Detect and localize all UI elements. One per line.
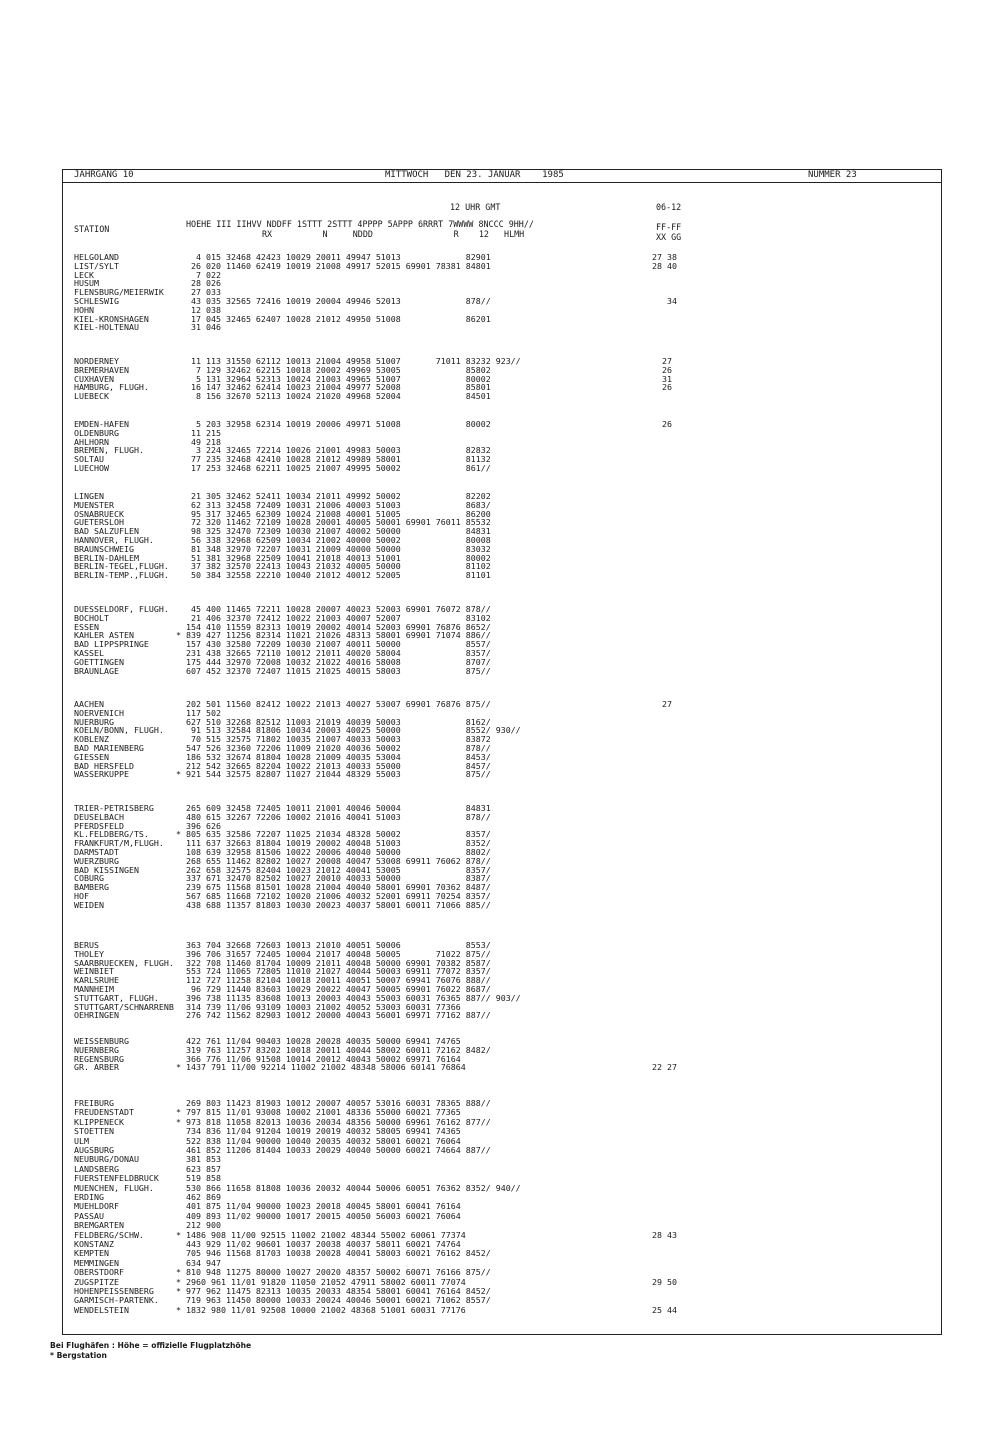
station-name: HOF	[74, 891, 89, 901]
ff-gust-values: 27	[652, 699, 672, 709]
observation-values: 51 381 32968 22509 10041 21018 40013 51001 80002	[186, 552, 491, 563]
observation-values: 519 858	[186, 1173, 221, 1184]
footnote-mountain: * Bergstation	[50, 1351, 107, 1360]
observation-values: 21 406 32370 72412 10022 21003 40007 52007 83102	[186, 612, 491, 623]
station-name: KONSTANZ	[74, 1239, 114, 1249]
station-name: WEIDEN	[74, 899, 104, 910]
observation-values: 810 948 11275 80000 10027 20020 48357 50002 60071 76166 875//	[186, 1267, 491, 1278]
station-name: LUEBECK	[74, 391, 109, 402]
station-name: BREMEN, FLUGH.	[74, 445, 144, 456]
observation-values: 627 510 32268 82512 11003 21019 40039 50003 8162/	[186, 716, 491, 727]
station-name: FELDBERG/SCHW.	[74, 1229, 144, 1240]
mountain-station-marker: *	[176, 829, 181, 840]
station-name: HANNOVER, FLUGH.	[74, 535, 154, 545]
observation-values: 977 962 11475 82313 10035 20033 48354 58001 60041 76164 8452/	[186, 1286, 491, 1296]
station-name: BRAUNLAGE	[74, 665, 119, 676]
observation-values: 202 501 11560 82412 10022 21013 40027 53007 69901 76876 875//	[186, 699, 491, 709]
mountain-station-marker: *	[176, 1304, 181, 1315]
station-name: FLENSBURG/MEIERWIK	[74, 287, 164, 298]
station-name: BERLIN-TEGEL,FLUGH.	[74, 561, 169, 572]
mountain-station-marker: *	[176, 1107, 181, 1118]
station-name: NEUBURG/DONAU	[74, 1154, 139, 1165]
station-name: PASSAU	[74, 1210, 104, 1221]
station-name: HUSUM	[74, 278, 99, 289]
column-header-line2: RX N NDDD R 12 HLMH	[262, 229, 525, 239]
station-name: NUERNBERG	[74, 1044, 119, 1055]
ff-gust-values: 28 43	[652, 1229, 677, 1240]
ff-time-label: 06-12	[656, 202, 682, 212]
observation-values: 50 384 32558 22210 10040 21012 40012 52005 81101	[186, 570, 491, 581]
mountain-station-marker: *	[176, 1062, 181, 1073]
observation-values: 17 045 32465 62407 10028 21012 49950 51008 86201	[186, 313, 491, 324]
station-name: ESSEN	[74, 621, 99, 632]
station-name: AACHEN	[74, 699, 104, 709]
observation-values: 607 452 32370 72407 11015 21025 40015 58003 875//	[186, 665, 491, 676]
observation-values: 27 033	[186, 287, 221, 298]
station-name: KOELN/BONN, FLUGH.	[74, 725, 164, 736]
observation-values: 11 215	[186, 427, 221, 438]
station-name: BAD KISSINGEN	[74, 864, 139, 875]
station-name: KASSEL	[74, 648, 104, 658]
station-name: STUTTGART/SCHNARRENB	[74, 1001, 174, 1012]
observation-values: 462 869	[186, 1192, 221, 1202]
observation-values: 62 313 32458 72409 10031 21006 40003 51003 8683/	[186, 499, 491, 510]
observation-values: 443 929 11/02 90601 10037 20038 40037 58011 60021 74764	[186, 1239, 461, 1249]
station-name: NOERVENICH	[74, 707, 124, 718]
station-name: LIST/SYLT	[74, 260, 119, 271]
observation-values: 4 015 32468 42423 10029 20011 49947 51013 82901	[186, 252, 491, 262]
observation-values: 319 763 11257 83202 10018 20011 40044 58002 60011 72162 8482/	[186, 1044, 491, 1055]
station-name: BAMBERG	[74, 882, 109, 893]
station-name: MEMMINGEN	[74, 1257, 119, 1268]
mountain-station-marker: *	[176, 1267, 181, 1278]
station-name: KIEL-HOLTENAU	[74, 322, 139, 333]
observation-values: 11 113 31550 62112 10013 21004 49958 51007 71011 83232 923//	[186, 356, 521, 366]
station-name: BOCHOLT	[74, 612, 109, 623]
observation-values: 634 947	[186, 1257, 221, 1268]
observation-values: 839 427 11256 82314 11021 21026 48313 58001 69901 71074 886//	[186, 630, 491, 641]
station-name: FREUDENSTADT	[74, 1107, 134, 1118]
station-name: KOBLENZ	[74, 734, 109, 745]
station-name: OLDENBURG	[74, 427, 119, 438]
station-name: NUERBURG	[74, 716, 114, 727]
station-name: MANNHEIM	[74, 984, 114, 994]
mountain-station-marker: *	[176, 1116, 181, 1127]
observation-values: 43 035 32565 72416 10019 20004 49946 52013 878//	[186, 296, 491, 306]
observation-values: 530 866 11658 81808 10036 20032 40044 50006 60051 76362 8352/ 940//	[186, 1182, 521, 1193]
station-name: WUERZBURG	[74, 855, 119, 866]
station-name: KIEL-KRONSHAGEN	[74, 313, 149, 324]
station-name: GIESSEN	[74, 751, 109, 762]
station-name: BAD SALZUFLEN	[74, 526, 139, 537]
ff-gust-values: 31	[652, 373, 672, 384]
observation-values: 212 542 32665 82204 10022 21013 40033 55000 8457/	[186, 760, 491, 771]
ff-gust-values: 27 38	[652, 252, 677, 262]
station-name: BAD MARIENBERG	[74, 743, 144, 753]
station-name: ZUGSPITZE	[74, 1276, 119, 1287]
observation-values: 461 852 11206 81404 10033 20029 40040 50000 60021 74664 887//	[186, 1145, 491, 1155]
station-name: EMDEN-HAFEN	[74, 419, 129, 429]
station-name: THOLEY	[74, 948, 104, 959]
observation-values: 719 963 11450 80000 10033 20024 40046 50001 60021 71062 8557/	[186, 1295, 491, 1306]
station-name: KEMPTEN	[74, 1248, 109, 1259]
observation-values: 381 853	[186, 1154, 221, 1165]
observation-values: 5 131 32964 52313 10024 21003 49965 51007 80002	[186, 373, 491, 384]
observation-values: 7 022	[186, 269, 221, 280]
station-name: GOETTINGEN	[74, 656, 124, 667]
observation-values: 72 320 11462 72109 10028 20001 40005 50001 69901 76011 85532	[186, 517, 491, 528]
observation-values: 231 438 32665 72110 10012 21011 40020 58004 8357/	[186, 648, 491, 658]
station-name: LINGEN	[74, 491, 104, 501]
observation-values: 262 658 32575 82404 10023 21012 40041 53005 8357/	[186, 864, 491, 875]
station-name: ERDING	[74, 1192, 104, 1202]
station-name: BAD LIPPSPRINGE	[74, 639, 149, 650]
observation-values: 31 046	[186, 322, 221, 333]
observation-values: 409 893 11/02 90000 10017 20015 40050 56003 60021 76064	[186, 1210, 461, 1221]
observation-values: 276 742 11562 82903 10012 20000 40043 56001 69971 77162 887//	[186, 1010, 491, 1021]
observation-values: 45 400 11465 72211 10028 20007 40023 52003 69901 76072 878//	[186, 604, 491, 614]
observation-values: 175 444 32970 72008 10032 21022 40016 58008 8707/	[186, 656, 491, 667]
station-name: COBURG	[74, 873, 104, 884]
ff-gust-values: 34	[652, 296, 677, 306]
station-name: AHLHORN	[74, 436, 109, 447]
observation-values: 12 038	[186, 304, 221, 315]
ff-header-2: XX GG	[656, 232, 682, 242]
observation-values: 422 761 11/04 90403 10028 20028 40035 50000 69941 74765	[186, 1036, 461, 1046]
station-name: KAHLER ASTEN	[74, 630, 134, 641]
station-name: DUESSELDORF, FLUGH.	[74, 604, 169, 614]
station-name: FRANKFURT/M,FLUGH.	[74, 838, 164, 849]
observation-values: 805 635 32586 72207 11025 21034 48328 50002 8357/	[186, 829, 491, 840]
observation-values: 37 382 32570 22413 10043 21032 40005 50000 81102	[186, 561, 491, 572]
station-name: HOHENPEISSENBERG	[74, 1286, 154, 1296]
station-name: DEUSELBACH	[74, 811, 124, 822]
station-name: AUGSBURG	[74, 1145, 114, 1155]
observation-values: 70 515 32575 71802 10035 21007 40033 50003 83872	[186, 734, 491, 745]
ff-gust-values: 27	[652, 356, 672, 366]
station-name: KARLSRUHE	[74, 975, 119, 986]
observation-values: 108 639 32958 81506 10022 20006 40040 50000 8802/	[186, 847, 491, 857]
station-name: MUEHLDORF	[74, 1201, 119, 1212]
observation-values: 2960 961 11/01 91820 11050 21052 47911 58002 60011 77074	[186, 1276, 466, 1287]
observation-values: 95 317 32465 62309 10024 21008 40001 51005 86200	[186, 508, 491, 519]
observation-values: 49 218	[186, 436, 221, 447]
mountain-station-marker: *	[176, 1229, 181, 1240]
observation-values: 239 675 11568 81501 10028 21004 40040 58001 69901 70362 8487/	[186, 882, 491, 893]
observation-values: 186 532 32674 81804 10028 21009 40035 53004 8453/	[186, 751, 491, 762]
observation-values: 56 338 32968 62509 10034 21002 40000 50002 80008	[186, 535, 491, 545]
observation-values: 81 348 32970 72207 10031 21009 40000 50000 83032	[186, 543, 491, 554]
station-name: MUENCHEN, FLUGH.	[74, 1182, 154, 1193]
observation-values: 705 946 11568 81703 10038 20028 40041 58003 60021 76162 8452/	[186, 1248, 491, 1259]
observation-values: 921 544 32575 82807 11027 21044 48329 55003 875//	[186, 769, 491, 780]
ff-gust-values: 29 50	[652, 1276, 677, 1287]
station-name: TRIER-PETRISBERG	[74, 803, 154, 813]
station-name: NORDERNEY	[74, 356, 119, 366]
observation-values: 401 875 11/04 90000 10023 20018 40045 58001 60041 76164	[186, 1201, 461, 1212]
observation-values: 396 626	[186, 820, 221, 831]
station-name: OBERSTDORF	[74, 1267, 124, 1278]
observation-values: 623 857	[186, 1163, 221, 1174]
column-header-line1: HOEHE III IIHVV NDDFF 1STTT 2STTT 4PPPP 5APPP 6RRRT 7WWWW 8NCCC 9HH//	[186, 219, 534, 229]
observation-values: 26 020 11460 62419 10019 21008 49917 52015 69901 78381 84801	[186, 260, 491, 271]
observation-values: 212 900	[186, 1220, 221, 1231]
station-name: BERLIN-DAHLEM	[74, 552, 139, 563]
station-name: BERLIN-TEMP.,FLUGH.	[74, 570, 169, 581]
station-name: MUENSTER	[74, 499, 114, 510]
mountain-station-marker: *	[176, 630, 181, 641]
observation-values: 269 803 11423 81903 10012 20007 40057 53016 60031 78365 888//	[186, 1098, 491, 1108]
nummer-label: NUMMER 23	[808, 170, 857, 180]
station-name: BREMGARTEN	[74, 1220, 124, 1231]
station-name: GARMISCH-PARTENK.	[74, 1295, 159, 1306]
station-name: KL.FELDBERG/TS.	[74, 829, 149, 840]
jahrgang-label: JAHRGANG 10	[74, 170, 134, 180]
observation-values: 3 224 32465 72214 10026 21001 49983 50003 82832	[186, 445, 491, 456]
observation-values: 268 655 11462 82802 10027 20008 40047 53008 69911 76062 878//	[186, 855, 491, 866]
observation-values: 8 156 32670 52113 10024 21020 49968 52004 84501	[186, 391, 491, 402]
observation-values: 396 706 31657 72405 10004 21017 40048 50005 71022 875//	[186, 948, 491, 959]
mountain-station-marker: *	[176, 1286, 181, 1296]
footnote-airports: Bei Flughäfen : Höhe = offizielle Flugplatzhöhe	[50, 1341, 252, 1350]
station-name: LECK	[74, 269, 94, 280]
observation-values: 5 203 32958 62314 10019 20006 49971 51008 80002	[186, 419, 491, 429]
observation-values: 117 502	[186, 707, 221, 718]
observation-values: 28 026	[186, 278, 221, 289]
date-label: MITTWOCH DEN 23. JANUAR 1985	[385, 170, 564, 180]
observation-values: 91 513 32584 81806 10034 20003 40025 50000 8552/ 930//	[186, 725, 521, 736]
observation-values: 1437 791 11/00 92214 11002 21002 48348 58006 60141 76864	[186, 1062, 466, 1073]
observation-values: 111 637 32663 81804 10019 20002 40048 51003 8352/	[186, 838, 491, 849]
station-name: KLIPPENECK	[74, 1116, 124, 1127]
station-name: CUXHAVEN	[74, 373, 114, 384]
observation-values: 1832 980 11/01 92508 10000 21002 48368 51001 60031 77176	[186, 1304, 466, 1315]
observation-values: 154 410 11559 82313 10019 20002 40014 52003 69901 76876 8652/	[186, 621, 491, 632]
station-name: PFERDSFELD	[74, 820, 124, 831]
station-name: REGENSBURG	[74, 1053, 124, 1064]
observation-values: 322 708 11460 81704 10009 21011 40048 50000 69901 70382 8587/	[186, 957, 491, 968]
station-name: FREIBURG	[74, 1098, 114, 1108]
station-name: LUECHOW	[74, 463, 109, 473]
observation-values: 77 235 32468 42410 10028 21012 49989 58001 81132	[186, 454, 491, 465]
station-name: HELGOLAND	[74, 252, 119, 262]
station-name: BAD HERSFELD	[74, 760, 134, 771]
ff-gust-values: 25 44	[652, 1304, 677, 1315]
observation-values: 265 609 32458 72405 10011 21001 40046 50004 84831	[186, 803, 491, 813]
station-name: BREMERHAVEN	[74, 364, 129, 375]
observation-values: 363 704 32668 72603 10013 21010 40051 50006 8553/	[186, 940, 491, 950]
observation-values: 547 526 32360 72206 11009 21020 40036 50002 878//	[186, 743, 491, 753]
observation-values: 480 615 32267 72206 10002 21016 40041 51003 878//	[186, 811, 491, 822]
station-name: SOLTAU	[74, 454, 104, 465]
station-header: STATION	[74, 224, 110, 234]
station-name: WENDELSTEIN	[74, 1304, 129, 1315]
observation-values: 314 739 11/06 93109 10003 21002 40052 53003 60031 77366	[186, 1001, 461, 1012]
station-name: BRAUNSCHWEIG	[74, 543, 134, 554]
ff-gust-values: 26	[652, 364, 672, 375]
observation-values: 1486 908 11/00 92515 11002 21002 48344 55002 60061 77374	[186, 1229, 466, 1240]
station-name: HOHN	[74, 304, 94, 315]
station-name: GUETERSLOH	[74, 517, 124, 528]
station-name: HAMBURG, FLUGH.	[74, 382, 149, 393]
ff-gust-values: 22 27	[652, 1062, 677, 1073]
ff-gust-values: 26	[652, 419, 672, 429]
observation-values: 337 671 32470 82502 10027 20010 40033 50000 8387/	[186, 873, 491, 884]
station-name: FUERSTENFELDBRUCK	[74, 1173, 159, 1184]
observation-values: 396 738 11135 83608 10013 20003 40043 55003 60031 76365 887// 903//	[186, 992, 521, 1003]
station-name: BERUS	[74, 940, 99, 950]
station-name: LANDSBERG	[74, 1163, 119, 1174]
observation-values: 112 727 11258 82104 10018 20011 40051 50007 69941 76076 888//	[186, 975, 491, 986]
station-name: SCHLESWIG	[74, 296, 119, 306]
station-name: GR. ARBER	[74, 1062, 119, 1073]
ff-header-1: FF-FF	[656, 222, 682, 232]
observation-values: 366 776 11/06 91508 10014 20012 40043 50002 69971 76164	[186, 1053, 461, 1064]
station-name: WEINBIET	[74, 966, 114, 977]
ff-gust-values: 26	[652, 382, 672, 393]
observation-values: 797 815 11/01 93008 10002 21001 48336 55000 60021 77365	[186, 1107, 461, 1118]
station-name: STOETTEN	[74, 1126, 114, 1137]
observation-values: 157 430 32580 72209 10030 21007 40011 50000 8557/	[186, 639, 491, 650]
station-name: OSNABRUECK	[74, 508, 124, 519]
station-name: SAARBRUECKEN, FLUGH.	[74, 957, 174, 968]
header-divider	[63, 182, 941, 183]
observation-values: 96 729 11440 83603 10029 20022 40047 50005 69901 76022 8687/	[186, 984, 491, 994]
observation-values: 21 305 32462 52411 10034 21011 49992 50002 82202	[186, 491, 491, 501]
observation-values: 7 129 32462 62215 10018 20002 49969 53005 85802	[186, 364, 491, 375]
mountain-station-marker: *	[176, 769, 181, 780]
observation-values: 973 818 11058 82013 10036 20034 48356 50000 69961 76162 877//	[186, 1116, 491, 1127]
station-name: DARMSTADT	[74, 847, 119, 857]
observation-values: 567 685 11668 72102 10020 21006 40032 52001 69911 70254 8357/	[186, 891, 491, 901]
ff-gust-values: 28 40	[652, 260, 677, 271]
time-label: 12 UHR GMT	[450, 202, 501, 212]
observation-values: 438 688 11357 81803 10030 20023 40037 58001 60011 71066 885//	[186, 899, 491, 910]
station-name: OEHRINGEN	[74, 1010, 119, 1021]
observation-values: 98 325 32470 72309 10030 21007 40002 50000 84831	[186, 526, 491, 537]
observation-values: 17 253 32468 62211 10025 21007 49995 50002 861//	[186, 463, 491, 473]
station-name: WEISSENBURG	[74, 1036, 129, 1046]
station-name: WASSERKUPPE	[74, 769, 129, 780]
observation-values: 734 836 11/04 91204 10019 20019 40032 58005 69941 74365	[186, 1126, 461, 1137]
station-name: STUTTGART, FLUGH.	[74, 992, 159, 1003]
mountain-station-marker: *	[176, 1276, 181, 1287]
observation-values: 16 147 32462 62414 10023 21004 49977 52008 85801	[186, 382, 491, 393]
observation-values: 522 838 11/04 90000 10040 20035 40032 58001 60021 76064	[186, 1135, 461, 1146]
station-name: ULM	[74, 1135, 89, 1146]
observation-values: 553 724 11065 72805 11010 21027 40044 50003 69911 77072 8357/	[186, 966, 491, 977]
